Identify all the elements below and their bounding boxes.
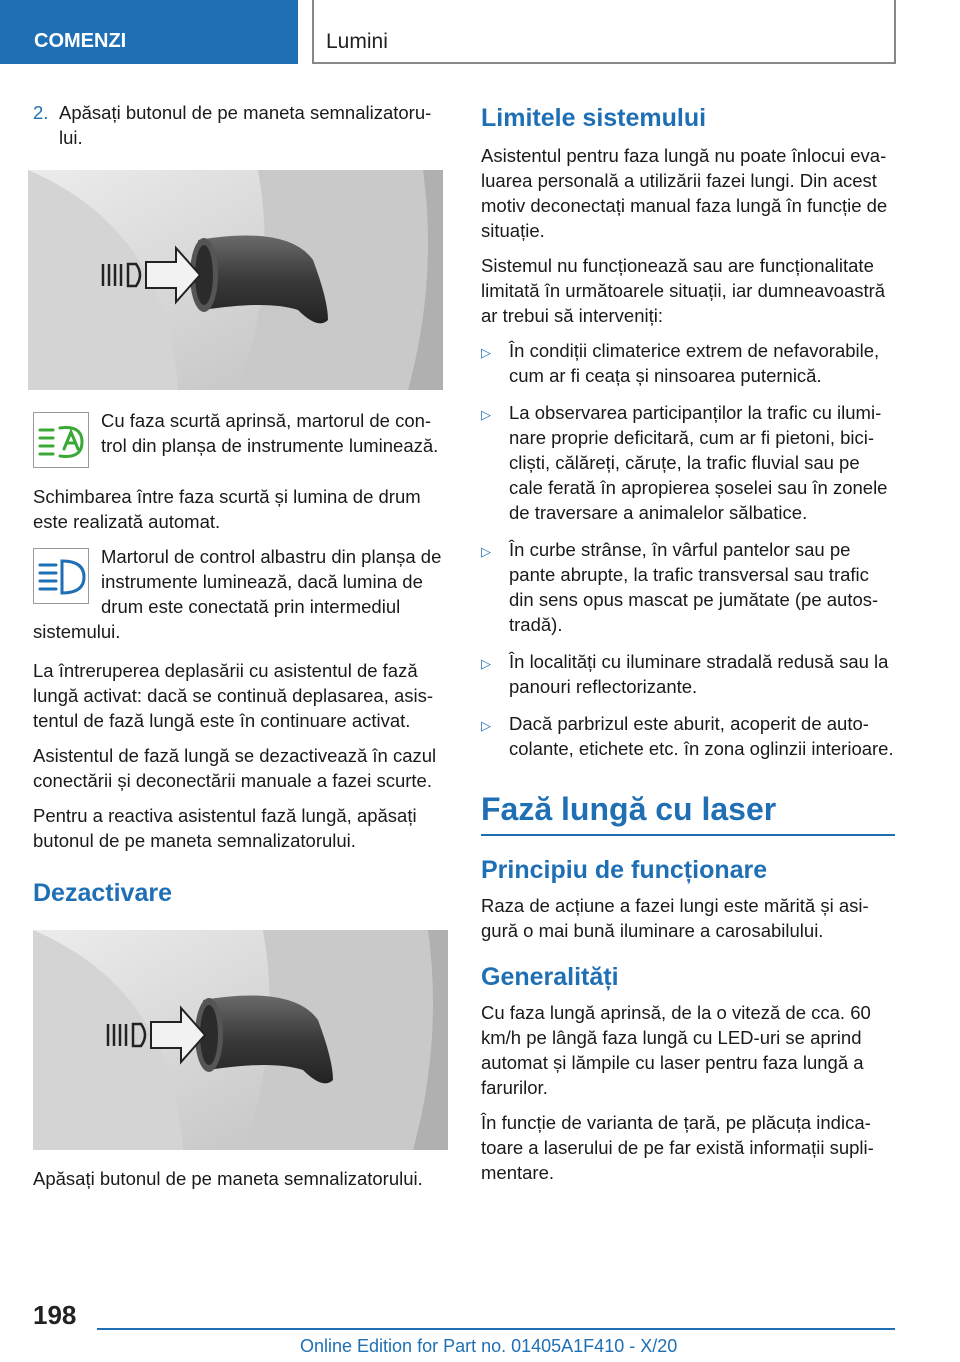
stalk-illustration-2	[33, 930, 448, 1150]
low-beam-indicator-paragraph	[33, 408, 446, 470]
heading-dezactivare: Dezactivare	[33, 879, 172, 907]
low-beam-assist-icon	[33, 412, 89, 468]
triangle-bullet-icon: ▷	[481, 407, 491, 422]
list-item: ▷ La observarea participanților la trafic cu iluminare proprie deficitară, cum ar fi pietoni, bicicliști, călăreți, căruțe, la trafic fluvial sau pe cale ferată în apropierea șoselei sau în zonele de traversare a animalelor sălbatice.	[481, 402, 888, 523]
triangle-bullet-icon: ▷	[481, 656, 491, 671]
press-button-text: Apăsați butonul de pe maneta semnalizatorului.	[33, 1168, 423, 1189]
step-2	[33, 100, 446, 150]
left-column	[33, 100, 446, 1201]
list-item: ▷ Dacă parbrizul este aburit, acoperit de autocolante, etichete etc. în zona oglinzii interioare.	[481, 713, 894, 759]
principle-text: Raza de acțiune a fazei lungi este mărită și asigură o mai bună iluminare a carosabilului.	[481, 895, 869, 941]
triangle-bullet-icon: ▷	[481, 345, 491, 360]
limits-list	[481, 338, 895, 761]
triangle-bullet-icon: ▷	[481, 544, 491, 559]
heading-laser: Fază lungă cu laser	[481, 791, 895, 836]
triangle-bullet-icon: ▷	[481, 718, 491, 733]
heading-limits: Limitele sistemului	[481, 104, 707, 132]
limits-text-1: Asistentul pentru faza lungă nu poate înlocui evaluarea personală a utilizării fazei lungi. Din acest motiv deconectați manual faza lungă în funcție de situație.	[481, 145, 888, 241]
interrupt-text: La întreruperea deplasării cu asistentul de fază lungă activat: dacă se continuă deplasarea, asistentul de fază lungă este în continuare activat.	[33, 660, 434, 731]
auto-switch-text: Schimbarea între faza scurtă și lumina de drum este realizată automat.	[33, 486, 421, 532]
right-column	[481, 100, 895, 1195]
step-text: Apăsați butonul de pe maneta semnalizatorului.	[59, 102, 432, 148]
list-item: ▷ În curbe strânse, în vârful pantelor sau pe pante abrupte, la trafic transversal sau trafic din sens opus mascat pe jumătate (pe autostradă).	[481, 539, 879, 635]
step-number: 2.	[33, 102, 49, 123]
list-item: ▷ În condiții climaterice extrem de nefavorabile, cum ar fi ceața și ninsoarea puternică.	[481, 340, 880, 386]
heading-general: Generalități	[481, 963, 619, 991]
list-item: ▷ În localități cu iluminare stradală redusă sau la panouri reflectorizante.	[481, 651, 889, 697]
page-number: 198	[33, 1300, 77, 1330]
reactivate-text: Pentru a reactiva asistentul fază lungă, apăsați butonul de pe maneta semnalizatorului.	[33, 805, 417, 851]
general-text-1: Cu faza lungă aprinsă, de la o viteză de cca. 60 km/h pe lângă faza lungă cu LED-uri se aprind automat și lămpile cu laser pentru faza lungă a farurilor.	[481, 1002, 871, 1098]
high-beam-indicator-paragraph	[33, 544, 446, 644]
stalk-button-figure	[28, 170, 443, 390]
heading-principle: Principiu de funcționare	[481, 856, 768, 884]
high-beam-text: Martorul de control albastru din planșa de instrumente luminează, dacă lumina de drum este conectată prin intermediul sistemului.	[33, 546, 442, 642]
section-tab: COMENZI	[0, 0, 298, 64]
low-beam-text: Cu faza scurtă aprinsă, martorul de control din planșa de instrumente luminează.	[101, 410, 439, 456]
stalk-button-figure-2	[33, 930, 448, 1150]
chapter-title: Lumini	[312, 0, 896, 64]
stalk-illustration	[28, 170, 443, 390]
general-text-2: În funcție de varianta de țară, pe plăcuța indicatoare a laserului de pe far există informații suplimentare.	[481, 1112, 874, 1183]
footer-edition: Online Edition for Part no. 01405A1F410 - X/20	[300, 1336, 678, 1356]
high-beam-icon	[33, 548, 89, 604]
limits-text-2: Sistemul nu funcționează sau are funcționalitate limitată în următoarele situații, iar dumneavoastră ar trebui să interveniți:	[481, 255, 886, 326]
footer-divider	[97, 1328, 895, 1330]
deactivate-text: Asistentul de fază lungă se dezactivează în cazul conectării și deconectării manuale a fazei scurte.	[33, 745, 437, 791]
